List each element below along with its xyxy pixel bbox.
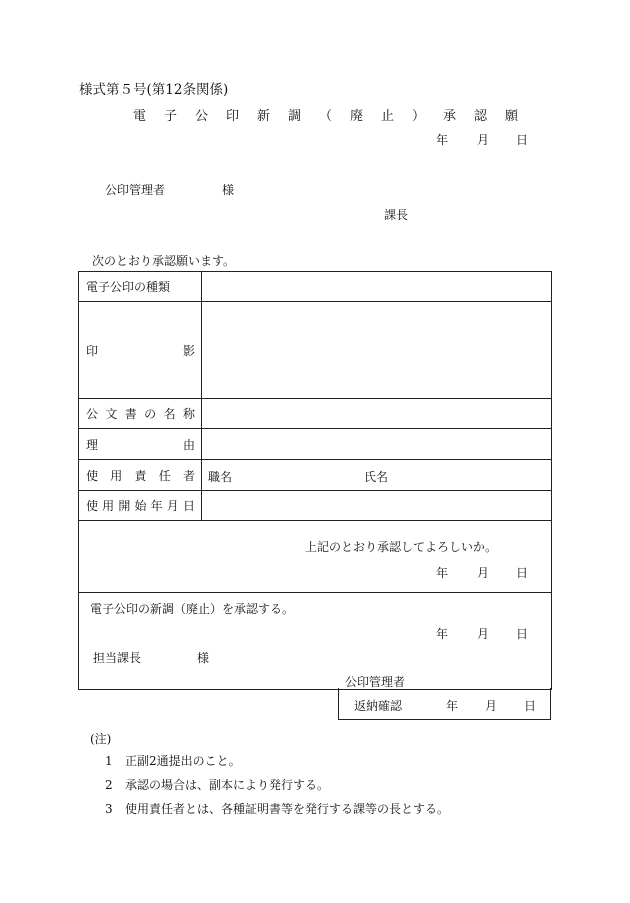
approval-text: 電子公印の新調（廃止）を承認する。 <box>90 602 295 616</box>
note-number: 2 <box>105 778 113 792</box>
field-seal-type[interactable] <box>202 272 552 302</box>
intro-text: 次のとおり承認願います。 <box>92 254 236 268</box>
application-table <box>78 271 552 690</box>
notes-heading: (注) <box>90 732 112 746</box>
approval-year-label: 年 <box>436 627 449 641</box>
in-charge-label: 担当課長 <box>93 651 142 665</box>
note-text: 承認の場合は、副本により発行する。 <box>125 778 330 792</box>
approval-manager-label: 公印管理者 <box>345 675 406 689</box>
return-year-label: 年 <box>446 699 459 713</box>
position-label: 職名 <box>208 470 233 484</box>
confirm-day-label: 日 <box>516 566 529 580</box>
label-reason-text: 理 由 <box>86 437 195 452</box>
confirm-text: 上記のとおり承認してよろしいか。 <box>305 540 498 554</box>
label-seal-type-text: 電子公印の種類 <box>86 280 171 294</box>
note-item <box>105 752 241 769</box>
row-document-name <box>79 399 552 429</box>
return-day-label: 日 <box>524 699 537 713</box>
field-seal-impression[interactable] <box>202 302 552 399</box>
note-text: 使用責任者とは、各種証明書等を発行する課等の長とする。 <box>125 802 450 816</box>
sender-title: 課長 <box>384 208 409 222</box>
return-label: 返納確認 <box>354 699 403 713</box>
date-month-label: 月 <box>477 133 490 147</box>
row-reason <box>79 429 552 460</box>
date-day-label: 日 <box>516 133 529 147</box>
approval-section <box>79 593 552 690</box>
addressee-honorific: 様 <box>222 183 235 197</box>
row-start-date <box>79 491 552 521</box>
note-text: 正副2通提出のこと。 <box>125 754 241 768</box>
note-number: 1 <box>105 754 113 768</box>
row-seal-impression <box>79 302 552 399</box>
label-seal-impression-text: 印 影 <box>86 343 195 358</box>
name-label: 氏名 <box>364 470 389 484</box>
label-seal-impression <box>79 302 202 399</box>
confirmation-section <box>79 521 552 593</box>
label-document-name <box>79 399 202 429</box>
note-number: 3 <box>105 802 113 816</box>
label-responsible-person-text: 使 用 責 任 者 <box>86 468 195 483</box>
field-responsible-person[interactable] <box>202 460 552 491</box>
note-item <box>105 800 449 817</box>
label-start-date-text: 使 用 開 始 年 月 日 <box>86 499 195 513</box>
label-document-name-text: 公 文 書 の 名 称 <box>86 407 195 421</box>
label-responsible-person <box>79 460 202 491</box>
row-responsible-person <box>79 460 552 491</box>
in-charge-honorific: 様 <box>197 651 210 665</box>
field-reason[interactable] <box>202 429 552 460</box>
addressee: 公印管理者 <box>105 183 166 197</box>
approval-month-label: 月 <box>477 627 490 641</box>
row-approval <box>79 593 552 690</box>
label-start-date <box>79 491 202 521</box>
return-month-label: 月 <box>485 699 498 713</box>
approval-day-label: 日 <box>516 627 529 641</box>
note-item <box>105 776 329 793</box>
form-title: 電子公印新調（廃止）承認願 <box>133 109 537 124</box>
row-seal-type <box>79 272 552 302</box>
return-confirmation-box <box>338 688 551 720</box>
field-document-name[interactable] <box>202 399 552 429</box>
label-seal-type <box>79 272 202 302</box>
confirm-year-label: 年 <box>436 566 449 580</box>
field-start-date[interactable] <box>202 491 552 521</box>
date-year-label: 年 <box>436 133 449 147</box>
row-confirmation <box>79 521 552 593</box>
confirm-month-label: 月 <box>477 566 490 580</box>
form-number: 様式第５号(第12条関係) <box>79 82 229 98</box>
label-reason <box>79 429 202 460</box>
